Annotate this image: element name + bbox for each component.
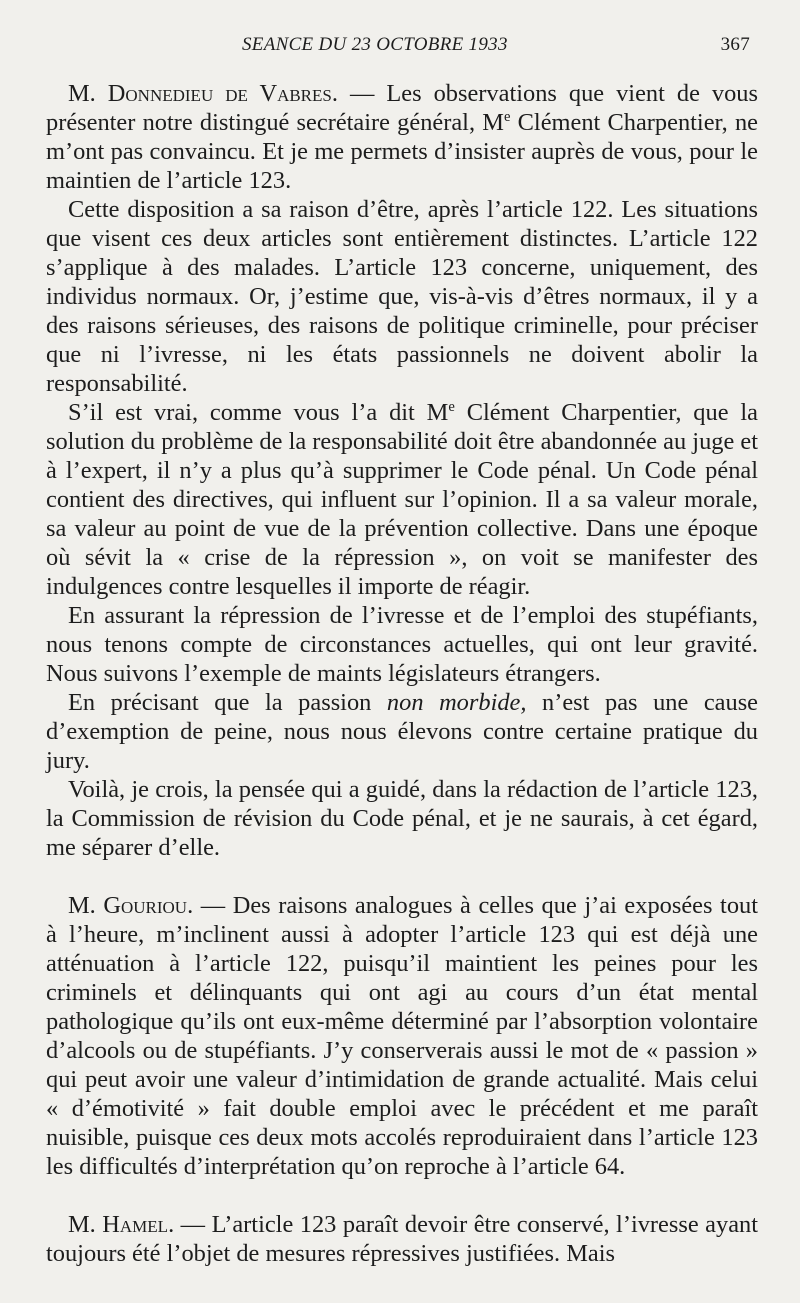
speaker-name: M. Donnedieu de Vabres. — [68, 80, 338, 107]
superscript: e — [503, 109, 511, 126]
paragraph: En assurant la répression de l’ivresse et de l’emploi des stupéfiants, nous tenons compte de circonstances actuelles, qui ont leur gravité. Nous suivons l’exemple de maints législateurs étrangers. — [46, 602, 758, 687]
paragraph-donnedieu-intro — [46, 79, 758, 195]
paragraph-text: — Des raisons analogues à celles que j’ai exposées tout à l’heure, m’inclinent aussi à adopter l’article 123 qui est déjà une atténuation à l’article 122, puisqu’il maintient les peines pour les criminels et délinquants qui ont agi au cours d’un état mental pathologique qu’ils ont eux-même déterminé par l’absorption volontaire d’alcools ou de stupéfiants. J’y conserverais aussi le mot de « passion » qui peut avoir une valeur d’intimidation de grande actualité. Mais celui « d’émotivité » fait double emploi avec le précédent et me paraît nuisible, puisque ces deux mots accolés reproduiraient dans l’article 123 les difficultés d’interprétation qu’on reproche à l’article 64. — [46, 892, 758, 1180]
speaker-name: M. Gouriou. — [68, 892, 194, 919]
paragraph-gouriou — [46, 891, 758, 1181]
paragraph-text: Clément Charpentier, que la solution du problème de la responsabilité doit être abandonnée au juge et à l’expert, il n’y a plus qu’à supprimer le Code pénal. Un Code pénal contient des directives, qui influent sur l’opinion. Il a sa valeur morale, sa valeur au point de vue de la prévention collective. Dans une époque où sévit la « crise de la répression », on voit se manifester des indulgences contre lesquelles il importe de réagir. — [46, 399, 758, 600]
paragraph-hamel — [46, 1210, 758, 1268]
paragraph — [46, 398, 758, 601]
document-body — [46, 79, 758, 1268]
paragraph-text: S’il est vrai, comme vous l’a dit M — [68, 399, 449, 426]
paragraph — [46, 688, 758, 775]
paragraph-text: — L’article 123 paraît devoir être conservé, l’ivresse ayant toujours été l’objet de mesures répressives justifiées. Mais — [46, 1211, 758, 1267]
paragraph-text: Clément Charpentier, ne m’ont pas convaincu. Et je me permets d’insister auprès de vous, pour le maintien de l’article 123. — [46, 109, 758, 194]
paragraph-text: n’est pas une cause d’exemption de peine, nous nous élevons contre certaine pratique du jury. — [46, 689, 759, 774]
paragraph-text: En précisant que la passion — [68, 689, 387, 716]
running-header — [46, 34, 760, 58]
running-title: SEANCE DU 23 OCTOBRE 1933 — [242, 34, 508, 55]
paragraph: Voilà, je crois, la pensée qui a guidé, dans la rédaction de l’article 123, la Commission de révision du Code pénal, et je ne saurais, à cet égard, me séparer d’elle. — [46, 776, 758, 861]
paragraph: Cette disposition a sa raison d’être, après l’article 122. Les situations que visent ces deux articles sont entièrement distinctes. L’article 122 s’applique à des malades. L’article 123 concerne, uniquement, des individus normaux. Or, j’estime que, vis-à-vis d’êtres normaux, il y a des raisons sérieuses, des raisons de politique criminelle, pour préciser que ni l’ivresse, ni les états passionnels ne doivent abolir la responsabilité. — [46, 196, 758, 397]
speaker-name: M. Hamel. — [68, 1211, 175, 1238]
superscript: e — [448, 399, 455, 416]
italic-phrase: non morbide, — [386, 689, 527, 716]
paragraph-text: — Les observations que vient de vous présenter notre distingué secrétaire général, M — [46, 80, 758, 136]
page-number: 367 — [720, 34, 750, 55]
